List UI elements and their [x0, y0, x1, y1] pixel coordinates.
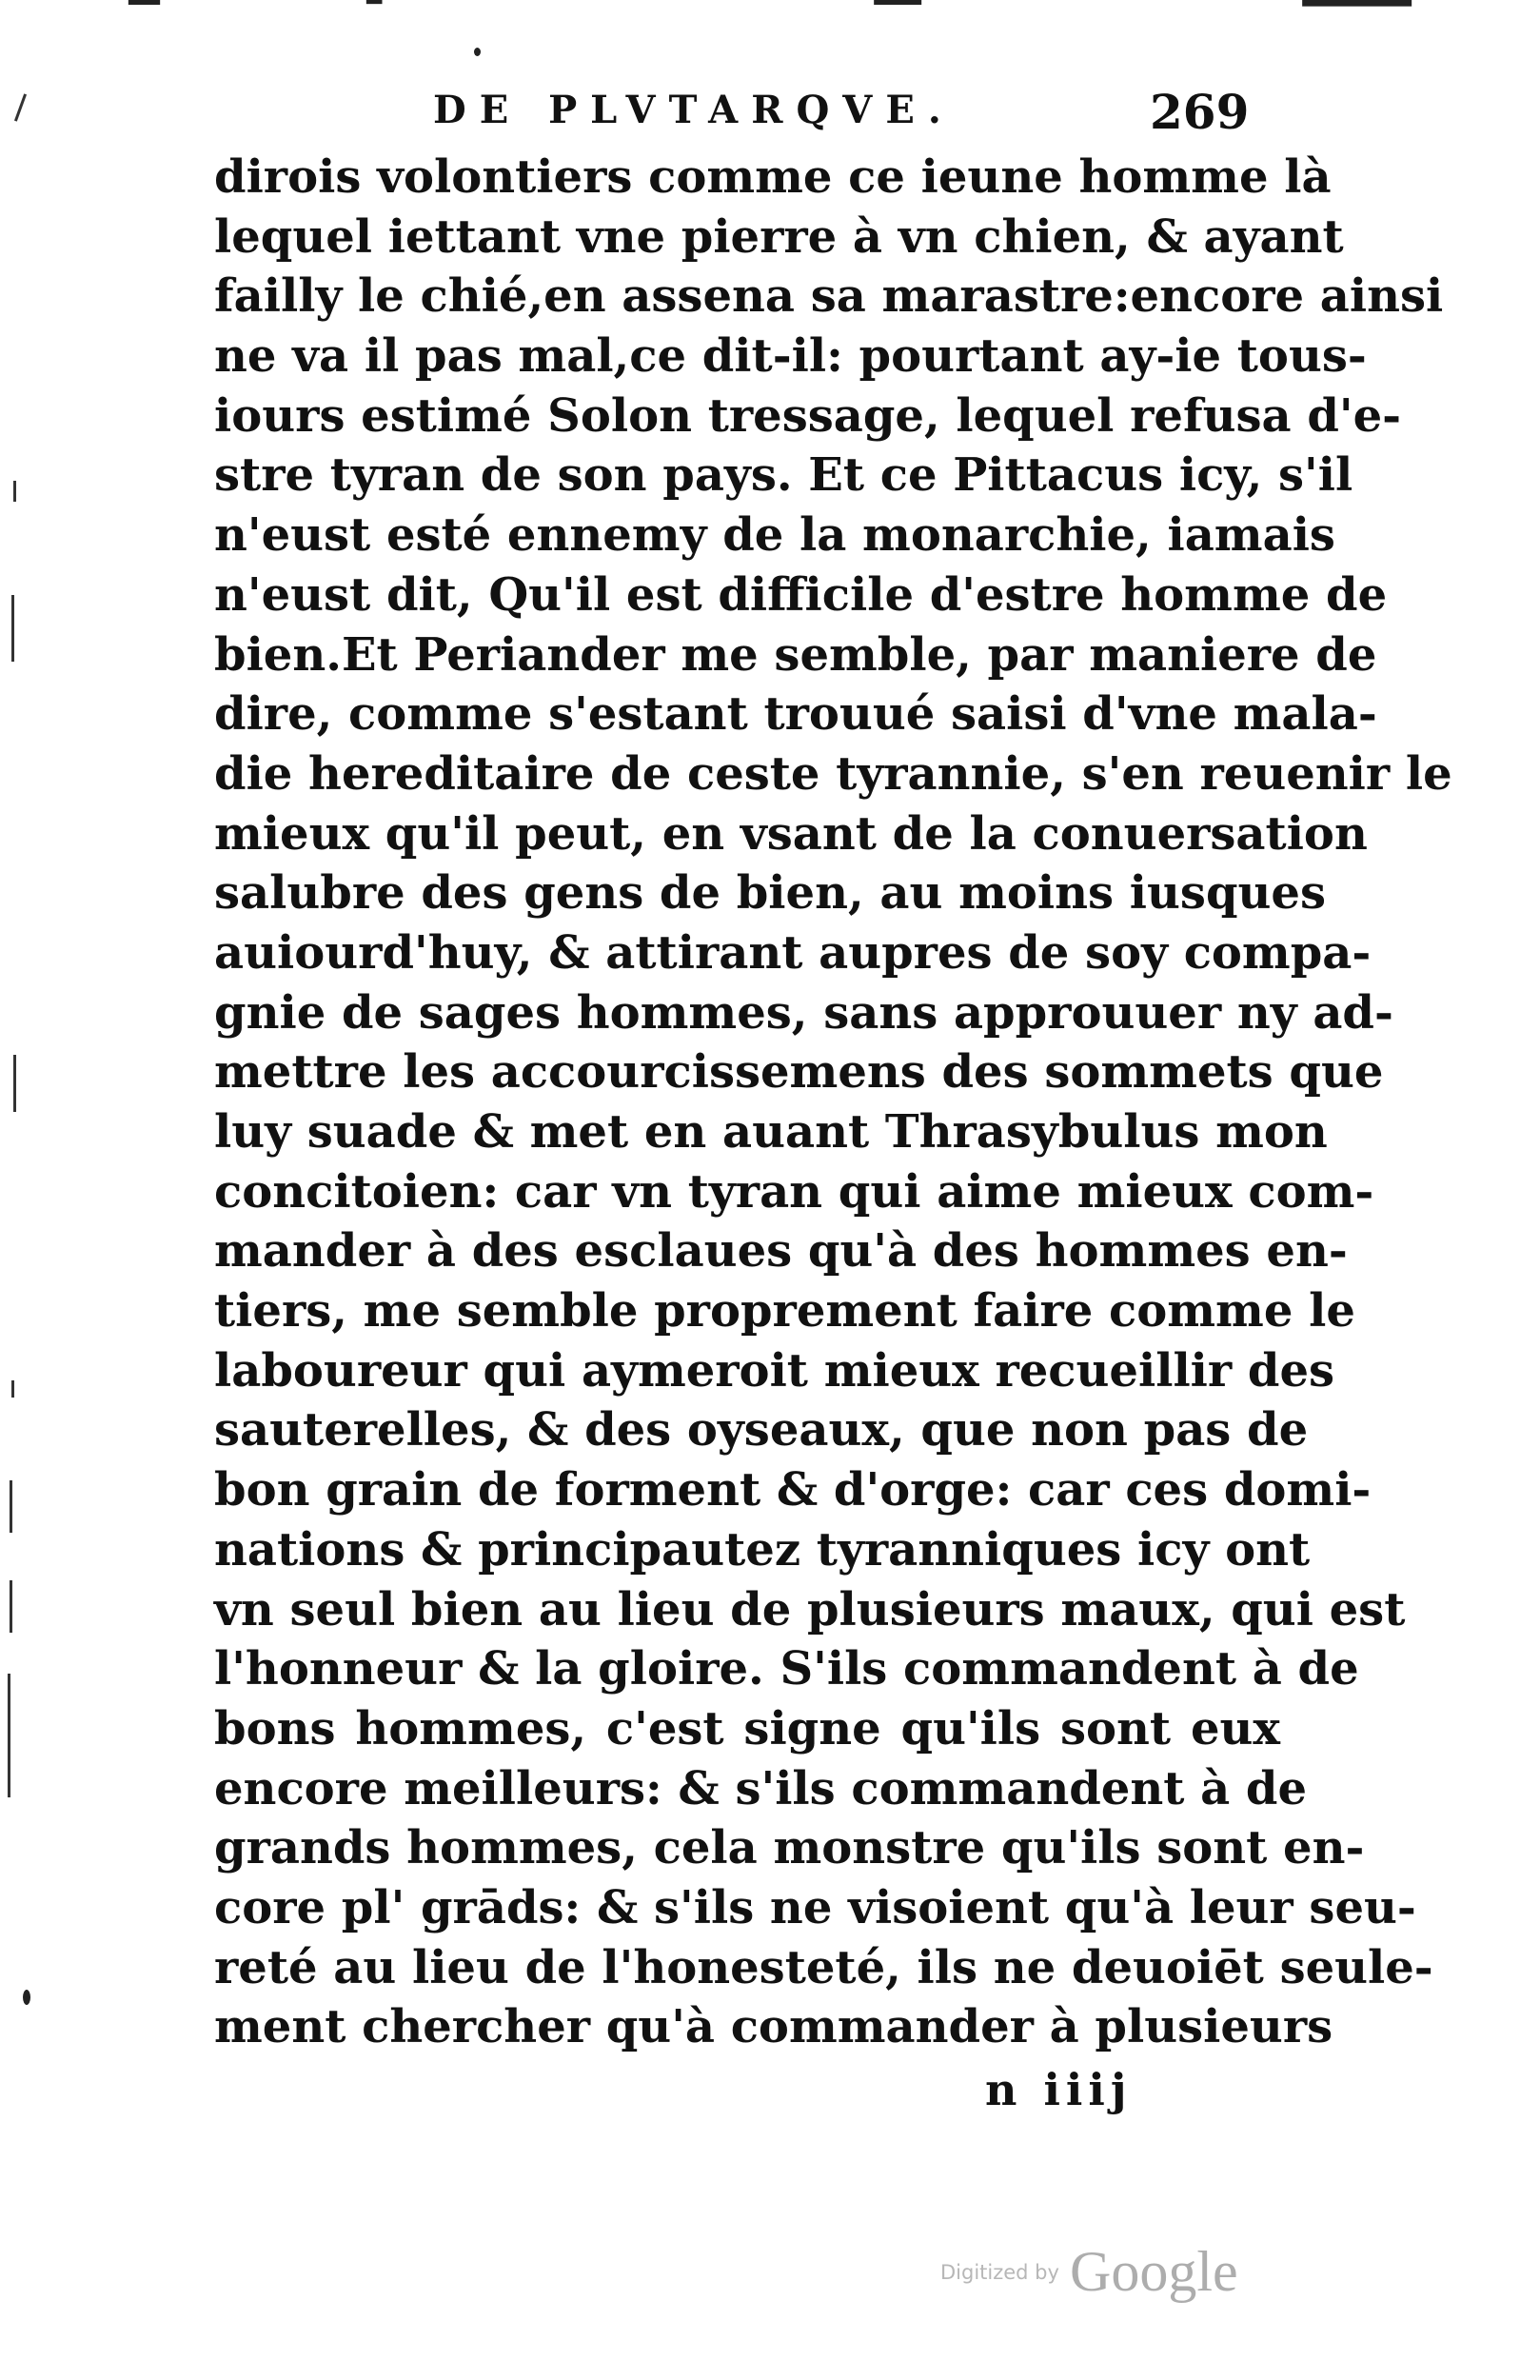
- text-line: concitoien: car vn tyran qui aime mieux com-: [214, 1164, 1374, 1219]
- text-line: bon grain de forment & d'orge: car ces domi-: [214, 1463, 1372, 1517]
- text-line: nations & principautez tyranniques icy ont: [214, 1522, 1311, 1577]
- text-line: sauterelles, & des oyseaux, que non pas de: [214, 1403, 1309, 1458]
- text-line: mieux qu'il peut, en vsant de la conuersation: [214, 806, 1368, 861]
- text-line: vn seul bien au lieu de plusieurs maux, qui est: [214, 1582, 1406, 1636]
- text-line: tiers, me semble proprement faire comme le: [214, 1284, 1355, 1339]
- text-line: reté au lieu de l'honesteté, ils ne deuoiēt seule-: [214, 1940, 1433, 1994]
- margin-mark: [10, 1580, 12, 1633]
- text-line: die hereditaire de ceste tyrannie, s'en reuenir le: [214, 746, 1452, 801]
- ink-speck: [23, 1990, 30, 2005]
- running-title: DE PLVTARQVE.: [433, 88, 955, 132]
- text-line: laboureur qui aymeroit mieux recueillir des: [214, 1343, 1335, 1398]
- watermark-brand: Google: [1070, 2240, 1238, 2303]
- text-line: bons hommes, c'est signe qu'ils sont eux: [214, 1701, 1280, 1755]
- margin-mark: [11, 1380, 14, 1398]
- signature-mark: n iiij: [985, 2064, 1133, 2115]
- margin-mark: [13, 481, 16, 502]
- ink-speck: [474, 48, 481, 56]
- margin-mark: [11, 595, 14, 662]
- margin-mark: [8, 1674, 10, 1797]
- digitized-watermark: [940, 2239, 1238, 2305]
- text-line: auiourd'huy, & attirant aupres de soy compa-: [214, 925, 1372, 980]
- text-line: bien.Et Periander me semble, par maniere de: [214, 627, 1377, 682]
- text-line: stre tyran de son pays. Et ce Pittacus icy, s'il: [214, 448, 1353, 503]
- text-line: n'eust dit, Qu'il est difficile d'estre homme de: [214, 567, 1388, 622]
- margin-mark: [10, 1480, 12, 1533]
- text-line: mander à des esclaues qu'à des hommes en-: [214, 1224, 1348, 1279]
- text-line: mettre les accourcissemens des sommets que: [214, 1045, 1384, 1100]
- text-line: luy suade & met en auant Thrasybulus mon: [214, 1105, 1328, 1159]
- page-number: 269: [1150, 84, 1250, 140]
- text-line: dire, comme s'estant trouué saisi d'vne mala-: [214, 687, 1377, 742]
- text-line: iours estimé Solon tressage, lequel refusa d'e-: [214, 388, 1402, 443]
- text-line: lequel iettant vne pierre à vn chien, & ayant: [214, 209, 1344, 264]
- margin-mark: [13, 1055, 16, 1112]
- text-line: grands hommes, cela monstre qu'ils sont en-: [214, 1821, 1365, 1875]
- text-line: ment chercher qu'à commander à plusieurs: [214, 2000, 1333, 2054]
- text-line: l'honneur & la gloire. S'ils commandent à de: [214, 1642, 1359, 1696]
- body-text: [214, 148, 1452, 2057]
- text-line: n'eust esté ennemy de la monarchie, iamais: [214, 508, 1335, 563]
- text-line: dirois volontiers comme ce ieune homme là: [214, 150, 1332, 204]
- margin-mark: [14, 93, 27, 121]
- text-line: core pl' grāds: & s'ils ne visoient qu'à leur seu-: [214, 1880, 1416, 1934]
- text-line: gnie de sages hommes, sans approuuer ny ad-: [214, 985, 1393, 1040]
- text-line: ne va il pas mal,ce dit-il: pourtant ay-ie tous-: [214, 329, 1367, 384]
- text-line: encore meilleurs: & s'ils commandent à de: [214, 1761, 1308, 1815]
- page-top-edge: [0, 0, 1540, 10]
- text-line: salubre des gens de bien, au moins iusques: [214, 866, 1326, 921]
- text-line: failly le chié,en assena sa marastre:encore ainsi: [214, 269, 1444, 324]
- watermark-prefix: Digitized by: [940, 2260, 1059, 2284]
